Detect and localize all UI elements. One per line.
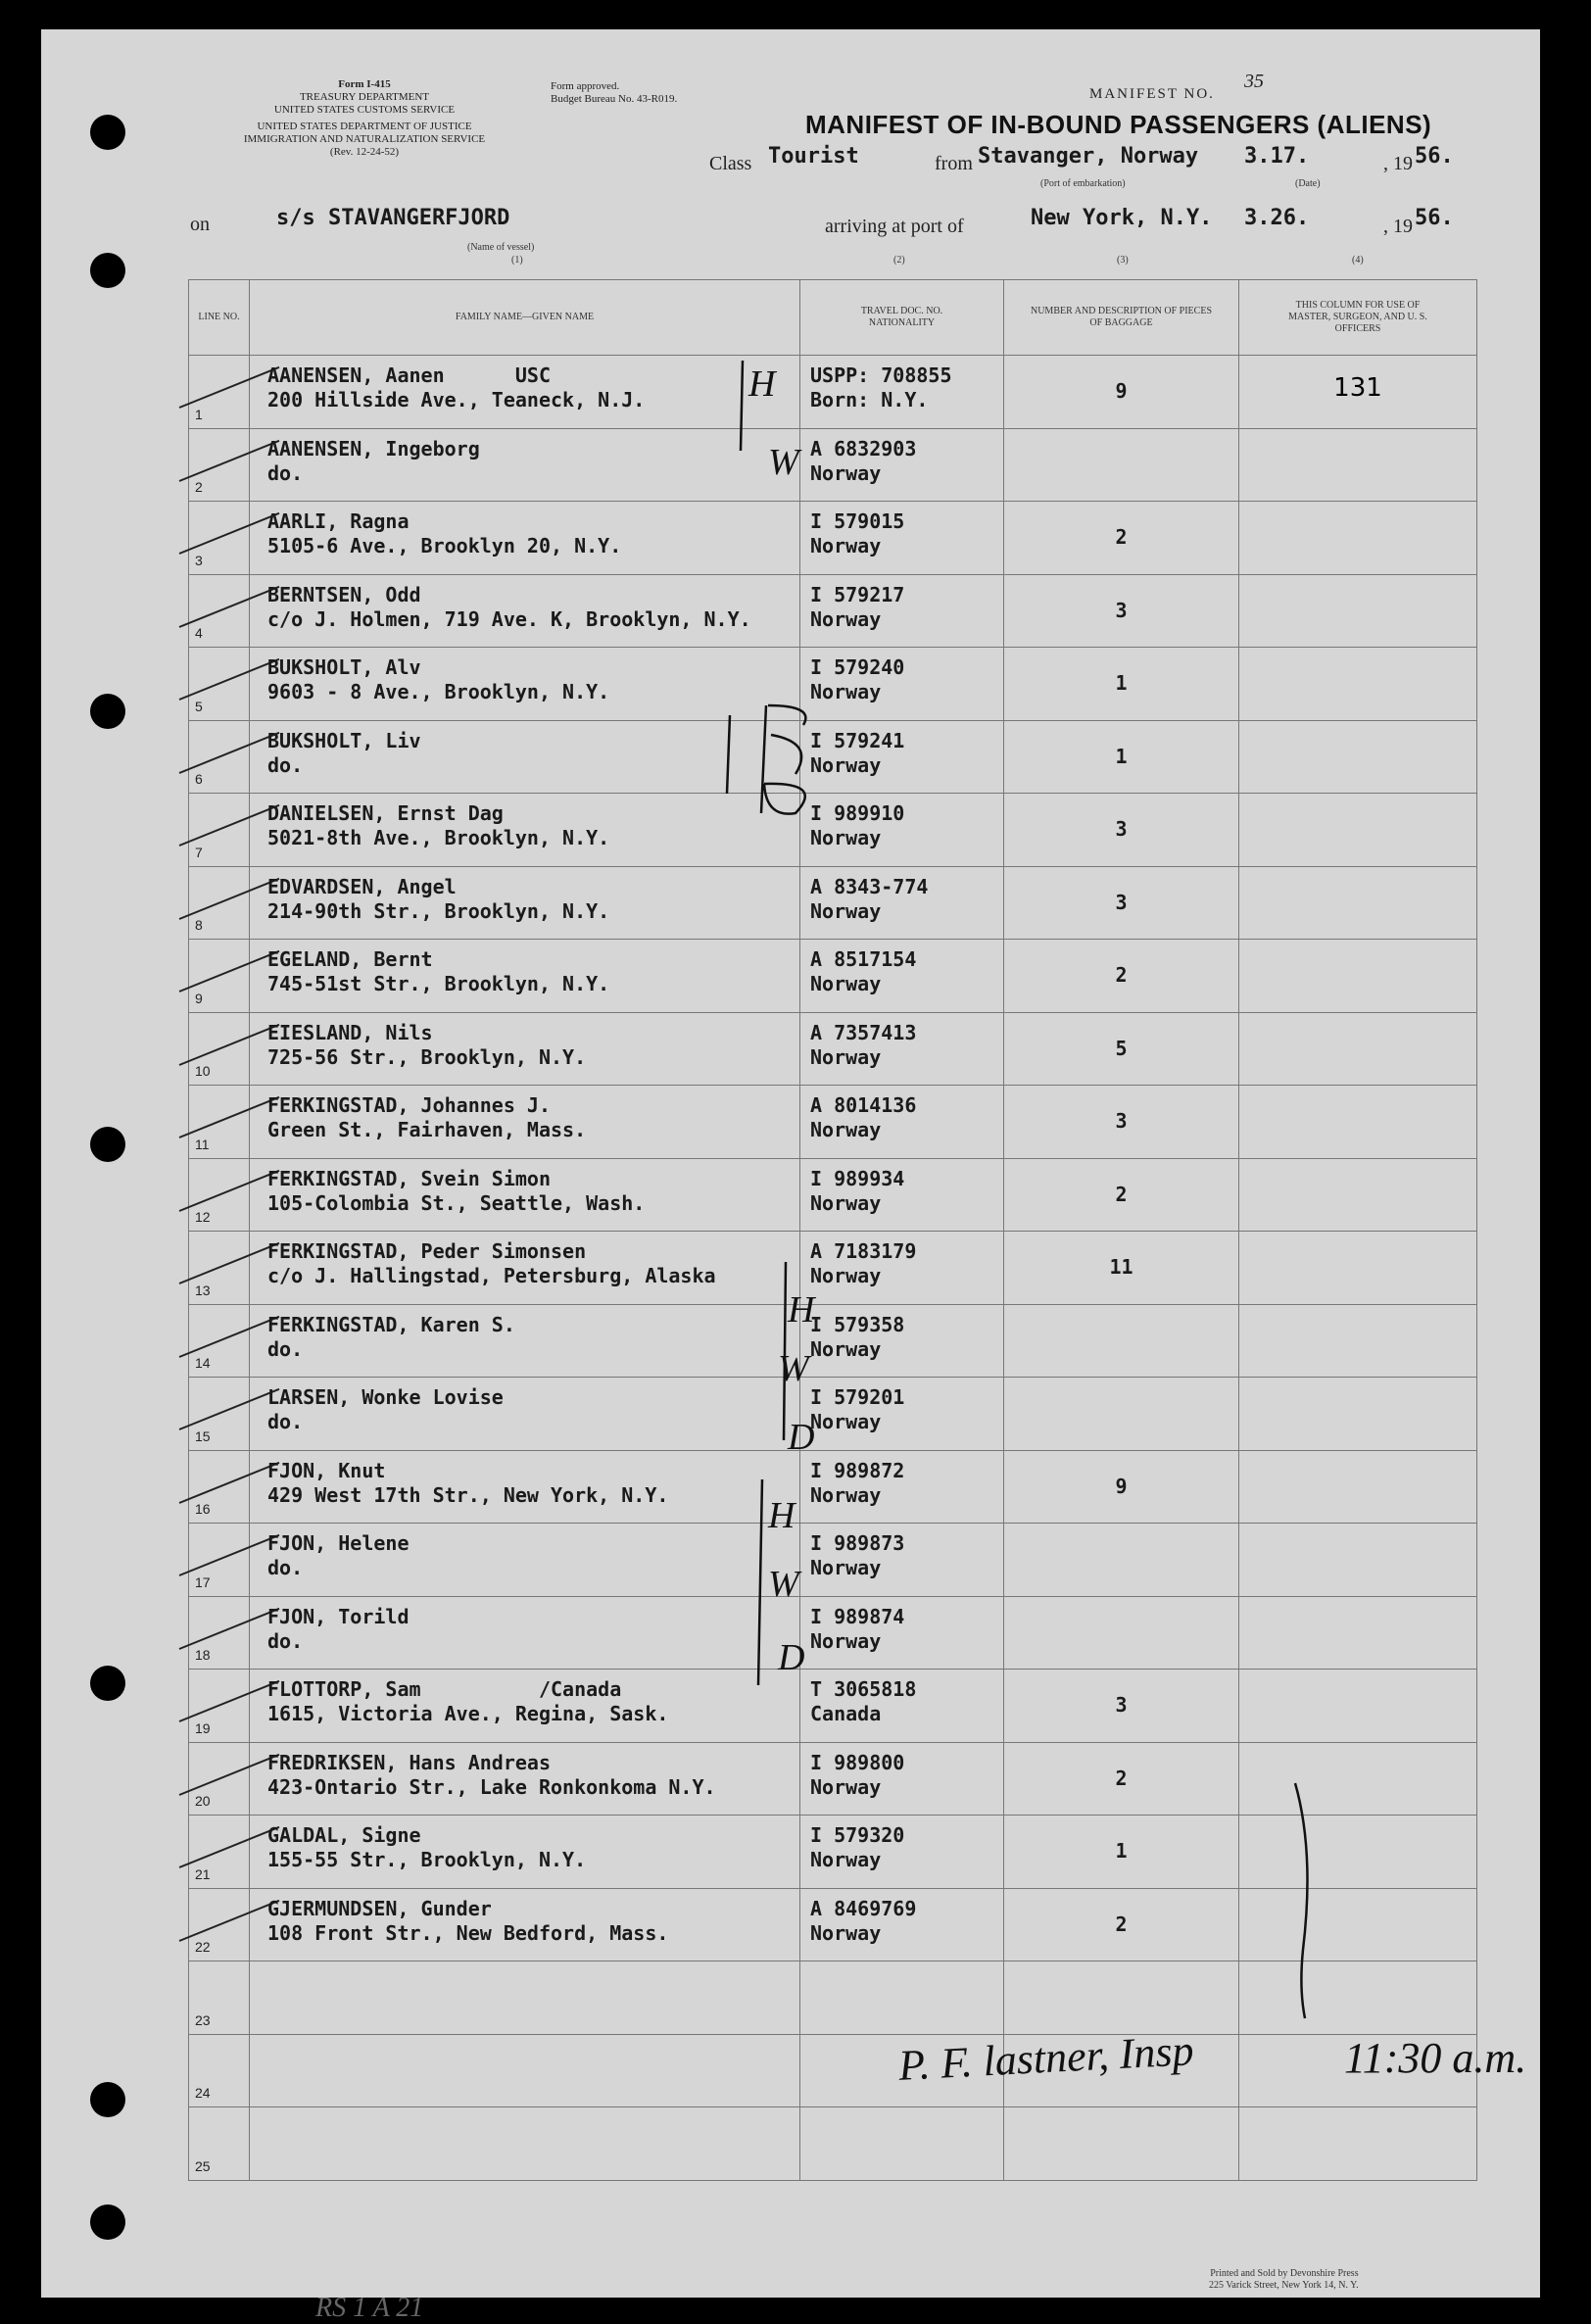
passenger-address: 214-90th Str., Brooklyn, N.Y. <box>267 898 610 923</box>
passenger-name: GALDAL, Signe <box>267 1823 421 1847</box>
line-number: 5 <box>195 698 203 714</box>
passenger-name: GJERMUNDSEN, Gunder <box>267 1896 492 1920</box>
travel-doc-number: I 579201 <box>810 1385 905 1409</box>
baggage-count: 9 <box>1115 379 1128 403</box>
port-caption: (Port of embarkation) <box>1040 178 1126 189</box>
line-number: 14 <box>195 1355 211 1371</box>
travel-doc-number: I 989934 <box>810 1166 905 1190</box>
passenger-address: do. <box>267 1628 304 1653</box>
vessel-name: s/s STAVANGERFJORD <box>276 206 510 230</box>
nationality: Norway <box>810 606 882 631</box>
col1-caption: (1) <box>511 255 523 266</box>
passenger-name: FJON, Helene <box>267 1531 410 1555</box>
nationality: Norway <box>810 1556 882 1579</box>
col-header-baggage: NUMBER AND DESCRIPTION OF PIECES OF BAGGAGE <box>1004 280 1239 356</box>
passenger-name: BERNTSEN, Odd <box>267 582 421 606</box>
travel-doc-number: A 8014136 <box>810 1093 917 1117</box>
line-number: 19 <box>195 1719 211 1736</box>
nationality: Norway <box>810 1190 882 1215</box>
passenger-address: do. <box>267 460 304 485</box>
vessel-caption: (Name of vessel) <box>467 242 535 253</box>
on-label: on <box>190 214 210 235</box>
passenger-address: 1615, Victoria Ave., Regina, Sask. <box>267 1702 669 1725</box>
passenger-address: 5105-6 Ave., Brooklyn 20, N.Y. <box>267 534 622 557</box>
arrival-year-prefix: , 19 <box>1383 216 1413 237</box>
travel-doc-number: I 579320 <box>810 1823 905 1847</box>
class-value: Tourist <box>768 144 859 169</box>
passenger-address: do. <box>267 1336 304 1361</box>
arrival-port: New York, N.Y. <box>1031 206 1213 230</box>
baggage-count: 1 <box>1115 671 1128 695</box>
departure-year: 56. <box>1415 144 1454 169</box>
passenger-name: FERKINGSTAD, Karen S. <box>267 1312 515 1336</box>
baggage-count: 3 <box>1115 817 1128 841</box>
handwritten-w: W <box>768 442 799 483</box>
passenger-address: 9603 - 8 Ave., Brooklyn, N.Y. <box>267 680 610 703</box>
manifest-page <box>41 29 1540 2323</box>
officer-note: 131 <box>1333 373 1382 403</box>
line-number: 6 <box>195 771 203 787</box>
line-number: 8 <box>195 917 203 933</box>
col-header-name: FAMILY NAME—GIVEN NAME <box>250 280 800 356</box>
passenger-address: do. <box>267 1410 304 1433</box>
nationality: Norway <box>810 1044 882 1069</box>
passenger-name: DANIELSEN, Ernst Dag <box>267 801 504 825</box>
passenger-name: BUKSHOLT, Liv <box>267 728 421 752</box>
travel-doc-number: I 989910 <box>810 801 905 825</box>
handwritten-h: H <box>768 1495 796 1536</box>
nationality: Norway <box>810 1336 882 1361</box>
passenger-address: 155-55 Str., Brooklyn, N.Y. <box>267 1848 587 1871</box>
handwritten-h: H <box>748 363 776 405</box>
from-value: Stavanger, Norway <box>978 144 1199 169</box>
passenger-address: 5021-8th Ave., Brooklyn, N.Y. <box>267 826 610 849</box>
binder-hole <box>90 115 125 150</box>
baggage-count: 3 <box>1115 890 1128 914</box>
bottom-notation: RS 1 A 21 <box>315 2293 424 2323</box>
nationality: Norway <box>810 460 882 485</box>
handwritten-w: W <box>768 1564 799 1605</box>
passenger-address: 108 Front Str., New Bedford, Mass. <box>267 1920 669 1945</box>
passenger-address: Green St., Fairhaven, Mass. <box>267 1118 587 1141</box>
year-prefix: , 19 <box>1383 153 1413 174</box>
arriving-label: arriving at port of <box>825 216 964 237</box>
line-number: 2 <box>195 479 203 495</box>
line-number: 3 <box>195 552 203 568</box>
passenger-name: FERKINGSTAD, Peder Simonsen <box>267 1239 587 1263</box>
nationality: Norway <box>810 1774 882 1799</box>
travel-doc-number: A 8469769 <box>810 1896 917 1920</box>
nationality: Canada <box>810 1702 882 1725</box>
passenger-address: c/o J. Holmen, 719 Ave. K, Brooklyn, N.Y. <box>267 606 751 631</box>
passenger-name: EIESLAND, Nils <box>267 1020 433 1044</box>
line-number: 11 <box>195 1136 210 1152</box>
passenger-name: AANENSEN, Aanen USC <box>267 363 551 387</box>
baggage-count: 2 <box>1115 963 1128 987</box>
passenger-name: FJON, Knut <box>267 1458 386 1482</box>
bracket-scribble <box>727 705 805 814</box>
baggage-count: 3 <box>1115 1109 1128 1133</box>
nationality: Norway <box>810 752 882 777</box>
travel-doc-number: I 579217 <box>810 582 905 606</box>
nationality: Norway <box>810 680 882 703</box>
travel-doc-number: I 579015 <box>810 509 905 533</box>
handwritten-d: D <box>788 1417 815 1458</box>
travel-doc-number: A 6832903 <box>810 436 917 460</box>
nationality: Born: N.Y. <box>810 388 929 412</box>
bracket-line <box>758 1479 762 1685</box>
line-number: 24 <box>195 2085 211 2101</box>
passenger-name: LARSEN, Wonke Lovise <box>267 1385 504 1409</box>
approval-line-1: Form approved. <box>551 80 620 92</box>
line-number: 21 <box>195 1865 211 1882</box>
baggage-count: 1 <box>1115 744 1128 768</box>
arrival-year: 56. <box>1415 206 1454 230</box>
printer-line-2: 225 Varick Street, New York 14, N. Y. <box>1209 2280 1359 2291</box>
passenger-address: 423-Ontario Str., Lake Ronkonkoma N.Y. <box>267 1774 716 1799</box>
travel-doc-number: I 989873 <box>810 1531 905 1555</box>
passenger-name: FERKINGSTAD, Johannes J. <box>267 1093 551 1117</box>
nationality: Norway <box>810 826 882 849</box>
binder-hole <box>90 1666 125 1701</box>
handwritten-d: D <box>778 1637 805 1678</box>
passenger-name: AARLI, Ragna <box>267 509 410 533</box>
baggage-count: 2 <box>1115 525 1128 549</box>
passenger-name: EDVARDSEN, Angel <box>267 874 457 898</box>
line-number: 18 <box>195 1647 211 1663</box>
baggage-count: 9 <box>1115 1474 1128 1498</box>
justice-label: UNITED STATES DEPARTMENT OF JUSTICE <box>257 121 472 132</box>
nationality: Norway <box>810 1410 882 1433</box>
line-number: 12 <box>195 1209 211 1225</box>
baggage-count: 2 <box>1115 1182 1128 1206</box>
manifest-no-value: 35 <box>1244 71 1264 92</box>
printer-line-1: Printed and Sold by Devonshire Press <box>1210 2268 1359 2279</box>
travel-doc-number: A 7183179 <box>810 1239 917 1263</box>
travel-doc-number: T 3065818 <box>810 1677 917 1701</box>
nationality: Norway <box>810 1628 882 1653</box>
class-label: Class <box>709 153 752 174</box>
baggage-count: 3 <box>1115 598 1128 622</box>
nationality: Norway <box>810 1118 882 1141</box>
manifest-title: MANIFEST OF IN-BOUND PASSENGERS (ALIENS) <box>805 110 1432 139</box>
passenger-name: FLOTTORP, Sam /Canada <box>267 1677 622 1701</box>
passenger-address: do. <box>267 752 304 777</box>
nationality: Norway <box>810 1482 882 1507</box>
nationality: Norway <box>810 1920 882 1945</box>
line-number: 20 <box>195 1793 211 1809</box>
nationality: Norway <box>810 1264 882 1287</box>
binder-hole <box>90 253 125 288</box>
nationality: Norway <box>810 972 882 995</box>
inspector-signature: P. F. lastner, Insp <box>896 2026 1195 2090</box>
travel-doc-number: I 579358 <box>810 1312 905 1336</box>
line-number: 16 <box>195 1501 211 1517</box>
passenger-name: AANENSEN, Ingeborg <box>267 436 480 460</box>
travel-doc-number: A 8517154 <box>810 947 917 971</box>
passenger-address: c/o J. Hallingstad, Petersburg, Alaska <box>267 1264 716 1287</box>
line-number: 15 <box>195 1428 211 1444</box>
baggage-count: 2 <box>1115 1766 1128 1790</box>
revision-label: (Rev. 12-24-52) <box>329 146 400 158</box>
col-header-line: LINE NO. <box>189 280 250 356</box>
passenger-name: FREDRIKSEN, Hans Andreas <box>267 1750 551 1774</box>
passenger-address: 105-Colombia St., Seattle, Wash. <box>267 1190 646 1215</box>
passenger-address: 725-56 Str., Brooklyn, N.Y. <box>267 1044 587 1069</box>
line-number: 4 <box>195 625 203 641</box>
manifest-no-label: MANIFEST NO. <box>1089 86 1215 102</box>
passenger-address: 429 West 17th Str., New York, N.Y. <box>267 1482 669 1507</box>
baggage-count: 3 <box>1115 1693 1128 1717</box>
treasury-label: TREASURY DEPARTMENT <box>299 91 430 103</box>
travel-doc-number: I 989874 <box>810 1604 905 1628</box>
travel-doc-number: I 989800 <box>810 1750 905 1774</box>
col2-caption: (2) <box>893 255 905 266</box>
line-number: 25 <box>195 2157 211 2174</box>
departure-date: 3.17. <box>1244 144 1310 169</box>
customs-label: UNITED STATES CUSTOMS SERVICE <box>273 104 456 116</box>
travel-doc-number: I 579241 <box>810 728 905 752</box>
passenger-name: BUKSHOLT, Alv <box>267 655 421 679</box>
line-number: 23 <box>195 2011 211 2028</box>
passenger-name: FJON, Torild <box>267 1604 410 1628</box>
passenger-name: EGELAND, Bernt <box>267 947 433 971</box>
col3-caption: (3) <box>1117 255 1129 266</box>
travel-doc-number: I 579240 <box>810 655 905 679</box>
line-number: 1 <box>195 406 203 422</box>
nationality: Norway <box>810 898 882 923</box>
baggage-count: 11 <box>1109 1255 1133 1279</box>
passenger-name: FERKINGSTAD, Svein Simon <box>267 1166 551 1190</box>
inspection-time: 11:30 a.m. <box>1344 2034 1527 2082</box>
pen-mark <box>1295 1783 1308 2018</box>
handwritten-h: H <box>788 1289 815 1331</box>
bracket-line <box>741 361 743 451</box>
from-label: from <box>935 153 973 174</box>
travel-doc-number: I 989872 <box>810 1458 905 1482</box>
travel-doc-number: A 7357413 <box>810 1020 917 1044</box>
line-number: 9 <box>195 990 203 1006</box>
line-number: 10 <box>195 1063 211 1079</box>
handwriting-strokes <box>41 29 1540 2298</box>
line-number: 7 <box>195 844 203 860</box>
printer-imprint <box>1209 2268 1359 2292</box>
handwritten-w: W <box>778 1348 809 1389</box>
line-number: 13 <box>195 1282 211 1298</box>
passenger-address: 200 Hillside Ave., Teaneck, N.J. <box>267 388 646 412</box>
col-header-officer: THIS COLUMN FOR USE OF MASTER, SURGEON, AND U. S. OFFICERS <box>1239 280 1477 356</box>
line-number: 22 <box>195 1939 211 1955</box>
approval-line-2: Budget Bureau No. 43-R019. <box>551 93 678 105</box>
col4-caption: (4) <box>1352 255 1364 266</box>
baggage-count: 1 <box>1115 1839 1128 1863</box>
ins-label: IMMIGRATION AND NATURALIZATION SERVICE <box>243 133 486 145</box>
binder-hole <box>90 694 125 729</box>
nationality: Norway <box>810 534 882 557</box>
baggage-count: 2 <box>1115 1912 1128 1936</box>
passenger-address: do. <box>267 1556 304 1579</box>
line-number: 17 <box>195 1574 211 1590</box>
col-header-doc: TRAVEL DOC. NO. NATIONALITY <box>800 280 1004 356</box>
binder-hole <box>90 2082 125 2117</box>
passenger-address: 745-51st Str., Brooklyn, N.Y. <box>267 972 610 995</box>
nationality: Norway <box>810 1848 882 1871</box>
form-number: Form I-415 <box>338 78 391 90</box>
binder-hole <box>90 2204 125 2240</box>
date-caption: (Date) <box>1295 178 1321 189</box>
travel-doc-number: USPP: 708855 <box>810 363 952 387</box>
baggage-count: 5 <box>1115 1036 1128 1060</box>
travel-doc-number: A 8343-774 <box>810 874 929 898</box>
binder-hole <box>90 1127 125 1162</box>
bracket-line <box>784 1262 786 1440</box>
arrival-date: 3.26. <box>1244 206 1310 230</box>
